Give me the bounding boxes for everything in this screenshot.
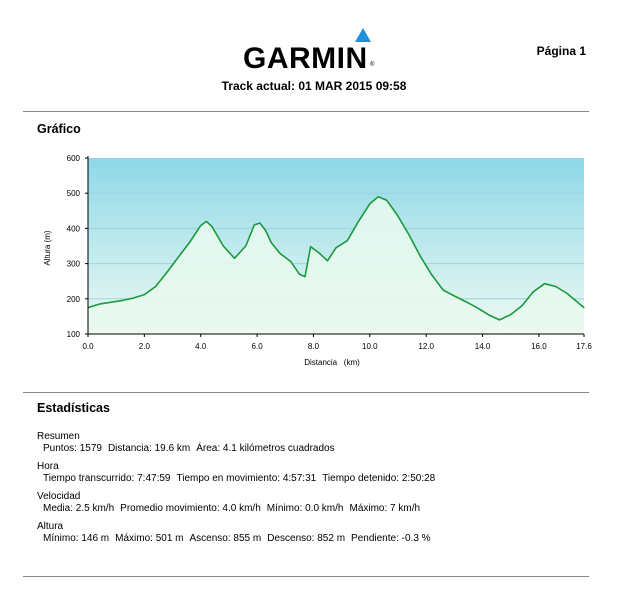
stat-group xyxy=(37,431,441,455)
data-point xyxy=(358,221,359,222)
data-point xyxy=(259,223,260,224)
stat-group xyxy=(37,521,441,545)
x-tick-label: 12.0 xyxy=(418,342,434,351)
data-point xyxy=(254,224,255,225)
elevation-chart xyxy=(0,140,628,390)
data-point xyxy=(189,242,190,243)
y-tick-label: 200 xyxy=(66,294,80,304)
stat-value: Distancia: 19.6 km xyxy=(107,443,191,454)
data-point xyxy=(386,200,387,201)
data-point xyxy=(499,319,500,320)
track-title: Track actual: 01 MAR 2015 09:58 xyxy=(221,79,407,93)
data-point xyxy=(121,300,122,301)
data-point xyxy=(335,247,336,248)
y-tick-label: 500 xyxy=(66,189,80,199)
data-point xyxy=(304,276,305,277)
stat-value: Pendiente: -0.3 % xyxy=(351,533,431,544)
data-point xyxy=(431,274,432,275)
data-point xyxy=(347,240,348,241)
data-point xyxy=(555,286,556,287)
stat-heading: Altura xyxy=(37,521,64,532)
x-tick-label: 10.0 xyxy=(362,342,378,351)
data-point xyxy=(310,246,311,247)
data-point xyxy=(369,203,370,204)
data-point xyxy=(454,295,455,296)
stat-value: Mínimo: 146 m xyxy=(43,533,110,544)
data-point xyxy=(442,289,443,290)
data-point xyxy=(279,252,280,253)
data-point xyxy=(166,272,167,273)
divider xyxy=(23,576,589,577)
stat-value: Descenso: 852 m xyxy=(267,533,346,544)
data-point xyxy=(327,260,328,261)
data-point xyxy=(583,307,584,308)
stat-value: Tiempo transcurrido: 7:47:59 xyxy=(43,473,171,484)
data-point xyxy=(544,283,545,284)
stat-values xyxy=(37,503,441,515)
data-point xyxy=(178,257,179,258)
x-tick-label: 4.0 xyxy=(195,342,207,351)
stat-value: Ascenso: 855 m xyxy=(189,533,262,544)
data-point xyxy=(245,245,246,246)
y-tick-label: 400 xyxy=(66,224,80,234)
data-point xyxy=(378,196,379,197)
y-axis-label: Altura (m) xyxy=(43,230,52,266)
x-tick-label: 14.0 xyxy=(474,342,491,351)
data-point xyxy=(200,225,201,226)
data-point xyxy=(521,305,522,306)
data-point xyxy=(510,314,511,315)
data-point xyxy=(144,294,145,295)
x-tick-label: 16.0 xyxy=(531,342,547,351)
stat-values xyxy=(37,443,441,455)
data-point xyxy=(206,221,207,222)
stat-heading: Velocidad xyxy=(37,491,81,502)
y-tick-label: 100 xyxy=(66,330,80,339)
stat-heading: Hora xyxy=(37,461,59,472)
stat-value: Máximo: 7 km/h xyxy=(349,503,421,514)
data-point xyxy=(223,245,224,246)
x-tick-label: 2.0 xyxy=(138,342,150,351)
x-axis-label: Distancia (km) xyxy=(304,358,360,367)
data-point xyxy=(99,303,100,304)
data-point xyxy=(476,307,477,308)
x-tick-label: 8.0 xyxy=(307,342,320,351)
stat-value: Tiempo en movimiento: 4:57:31 xyxy=(176,473,317,484)
data-point xyxy=(409,235,410,236)
x-tick-label: 6.0 xyxy=(251,342,263,351)
registered-mark: ® xyxy=(370,62,375,68)
x-tick-label: 17.6 xyxy=(576,342,592,351)
stats-section-title: Estadísticas xyxy=(37,401,110,415)
stat-value: Promedio movimiento: 4.0 km/h xyxy=(120,503,261,514)
data-point xyxy=(318,252,319,253)
logo-text: GARMIN xyxy=(243,42,368,75)
stat-values xyxy=(37,533,441,545)
stat-value: Máximo: 501 m xyxy=(115,533,184,544)
stat-value: Mínimo: 0.0 km/h xyxy=(266,503,344,514)
stat-value: Tiempo detenido: 2:50:28 xyxy=(322,473,436,484)
garmin-logo xyxy=(243,28,383,76)
statistics-panel xyxy=(37,431,441,551)
data-point xyxy=(265,230,266,231)
stat-values xyxy=(37,473,441,485)
data-point xyxy=(271,242,272,243)
stat-group xyxy=(37,461,441,485)
data-point xyxy=(234,258,235,259)
divider xyxy=(23,111,589,112)
divider xyxy=(23,392,589,393)
data-point xyxy=(155,286,156,287)
y-tick-label: 600 xyxy=(66,154,80,163)
data-point xyxy=(533,291,534,292)
chart-section-title: Gráfico xyxy=(37,122,81,136)
stat-value: Área: 4.1 kilómetros cuadrados xyxy=(196,443,335,454)
y-tick-label: 300 xyxy=(66,259,80,269)
data-point xyxy=(290,261,291,262)
data-point xyxy=(299,274,300,275)
data-point xyxy=(132,297,133,298)
stat-value: Puntos: 1579 xyxy=(43,443,102,454)
data-point xyxy=(420,256,421,257)
data-point xyxy=(488,314,489,315)
x-tick-label: 0.0 xyxy=(82,342,94,351)
data-point xyxy=(110,302,111,303)
page-number: Página 1 xyxy=(536,44,586,58)
data-point xyxy=(397,215,398,216)
data-point xyxy=(211,226,212,227)
stat-heading: Resumen xyxy=(37,431,80,442)
stat-value: Media: 2.5 km/h xyxy=(43,503,115,514)
data-point xyxy=(465,301,466,302)
data-point xyxy=(566,293,567,294)
stat-group xyxy=(37,491,441,515)
logo-triangle-icon xyxy=(355,28,371,42)
